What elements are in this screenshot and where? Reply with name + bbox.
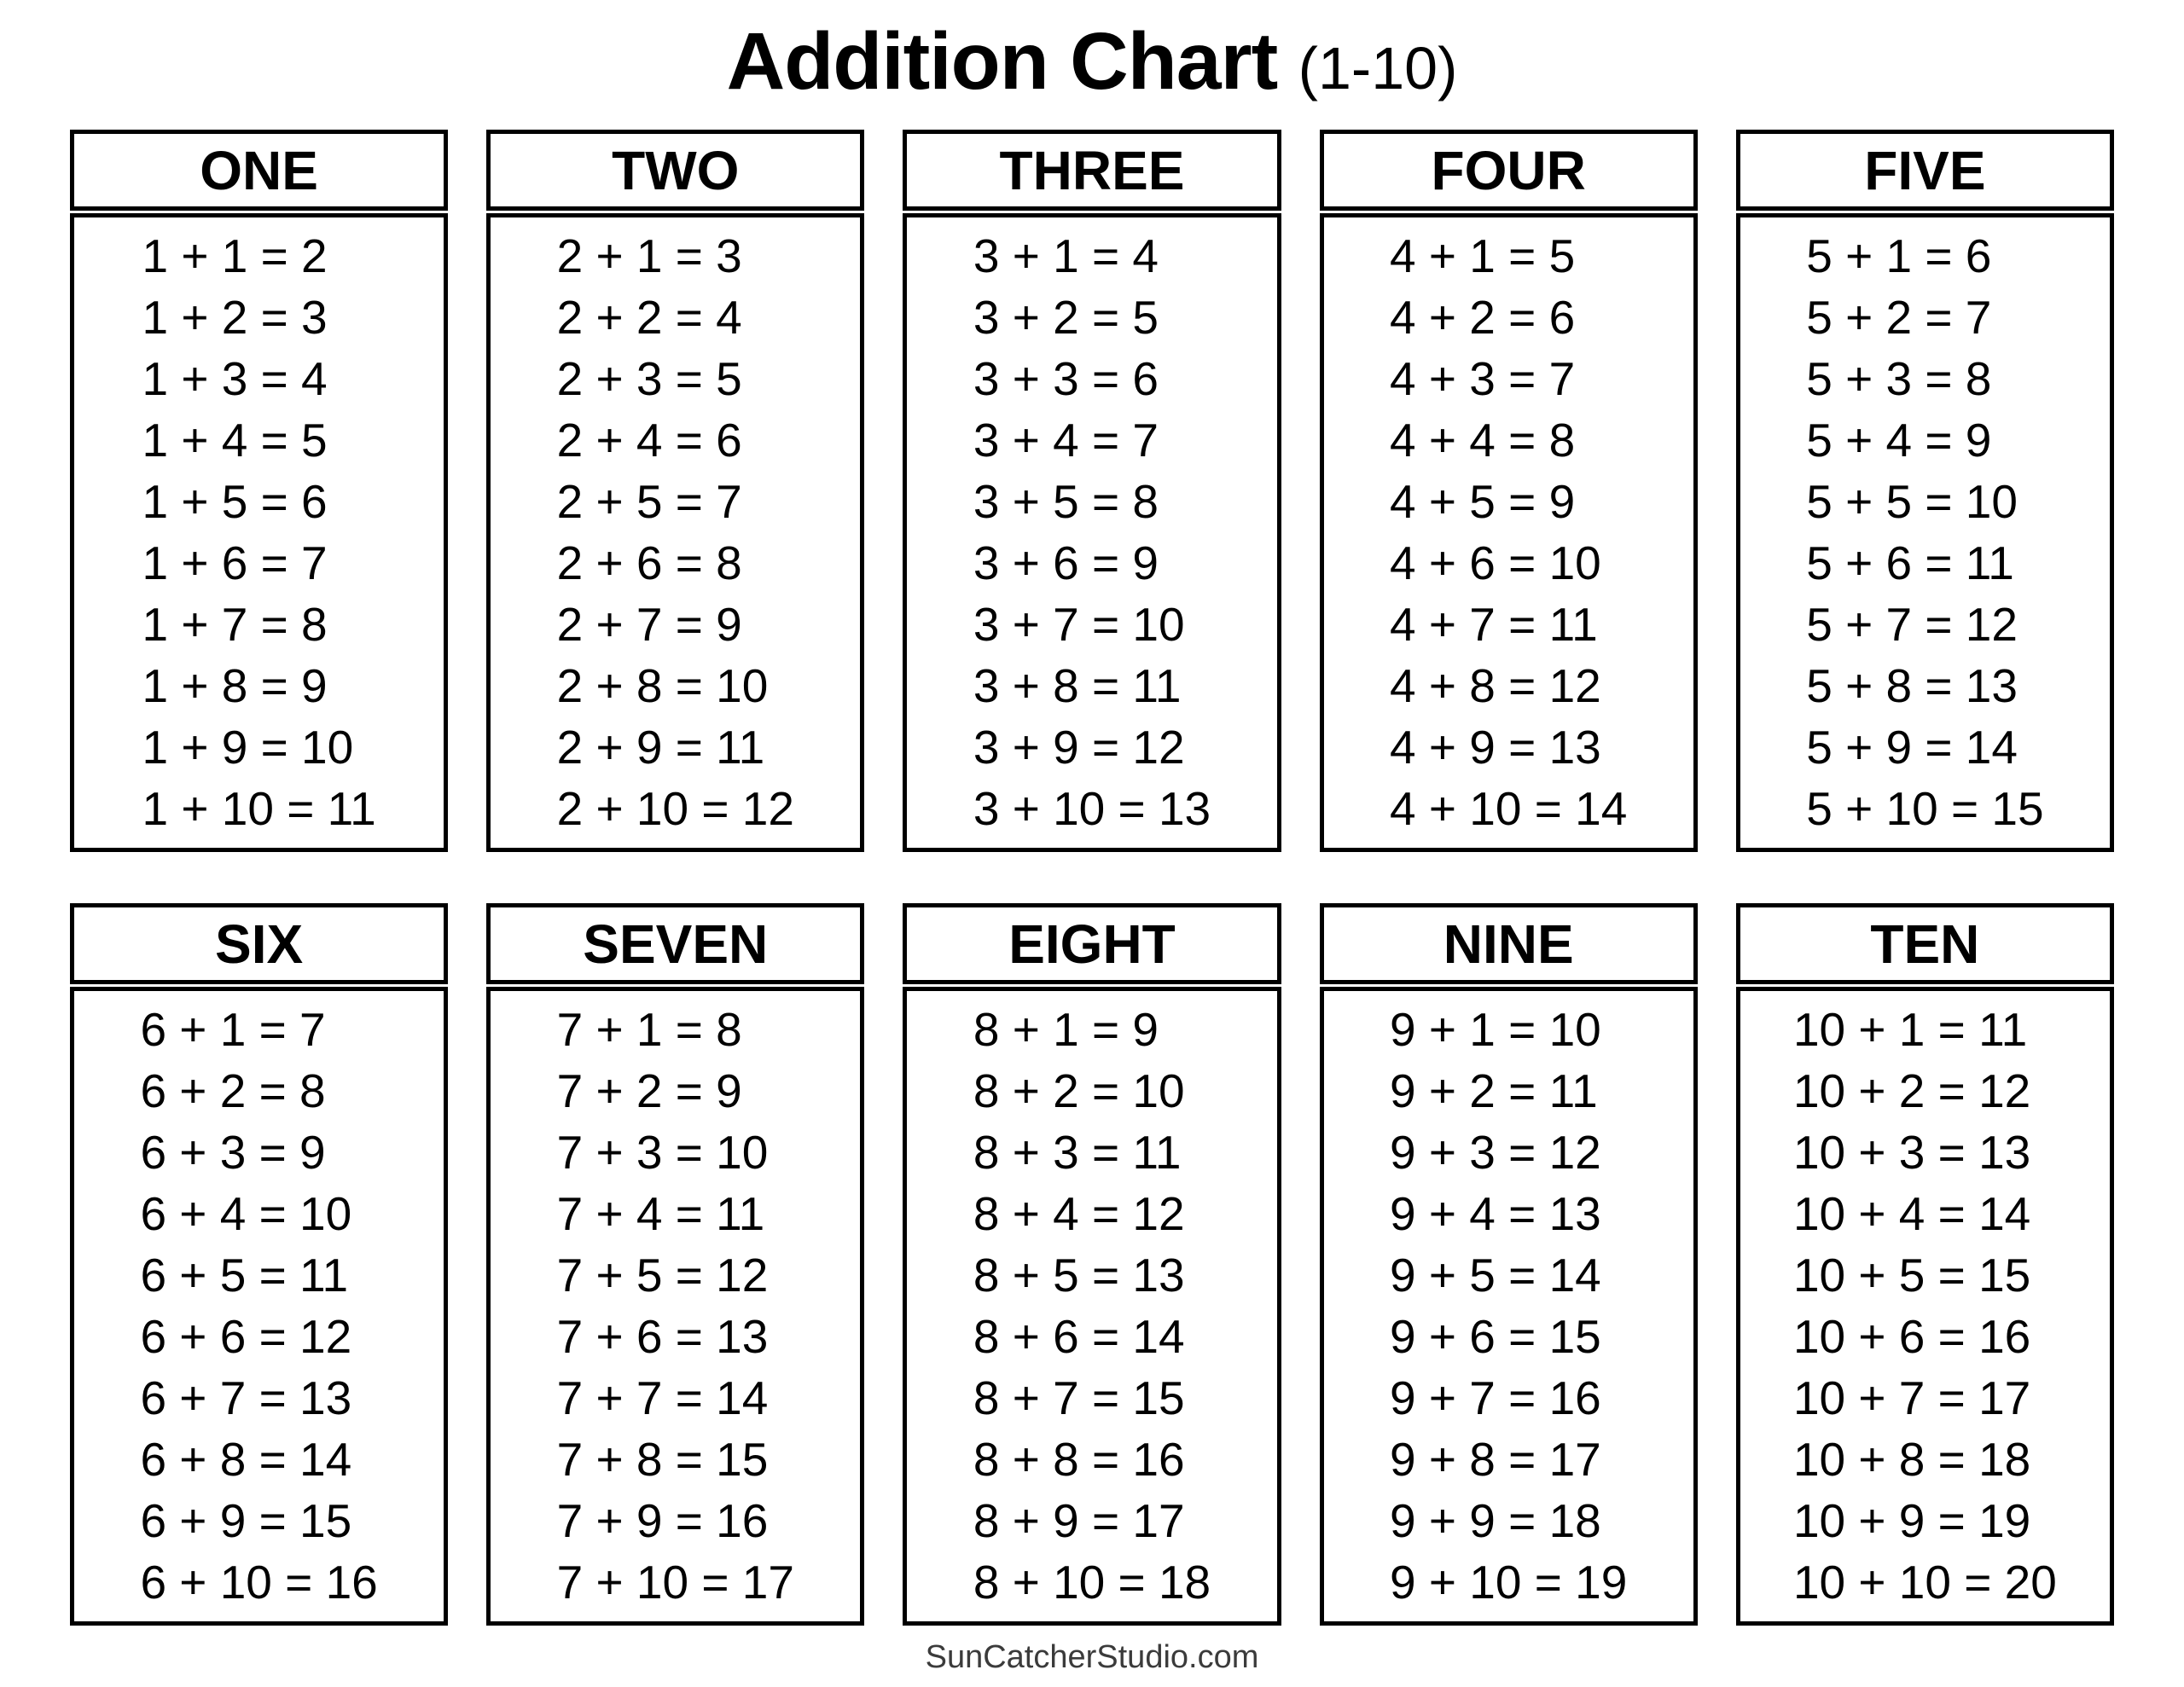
panel-body <box>486 987 864 1626</box>
equation: 8 + 1 = 9 <box>973 1003 1159 1056</box>
equation: 6 + 7 = 13 <box>140 1371 352 1424</box>
equation: 3 + 10 = 13 <box>973 782 1211 835</box>
equation: 2 + 1 = 3 <box>556 229 742 282</box>
panel-one <box>70 130 448 852</box>
footer-credit: SunCatcherStudio.com <box>925 1639 1259 1675</box>
panel-header: TWO <box>486 130 864 211</box>
equation: 9 + 2 = 11 <box>1390 1064 1598 1117</box>
equation: 6 + 6 = 12 <box>140 1310 352 1363</box>
equation: 4 + 1 = 5 <box>1390 229 1576 282</box>
equation: 3 + 5 = 8 <box>973 475 1159 528</box>
panel-six <box>70 903 448 1626</box>
panel-header: THREE <box>903 130 1281 211</box>
equation-list <box>973 225 1211 839</box>
equation: 2 + 5 = 7 <box>556 475 742 528</box>
equation: 2 + 8 = 10 <box>556 659 769 712</box>
equation: 5 + 7 = 12 <box>1806 598 2018 651</box>
equation: 7 + 9 = 16 <box>556 1494 769 1547</box>
panel-header: FOUR <box>1320 130 1698 211</box>
equation: 1 + 4 = 5 <box>142 414 328 467</box>
equation: 4 + 8 = 12 <box>1390 659 1601 712</box>
equation: 10 + 5 = 15 <box>1792 1249 2031 1301</box>
equation: 8 + 9 = 17 <box>973 1494 1185 1547</box>
equation: 1 + 3 = 4 <box>142 352 328 405</box>
equation: 8 + 4 = 12 <box>973 1187 1185 1240</box>
panel-header: FIVE <box>1736 130 2114 211</box>
equation: 4 + 10 = 14 <box>1390 782 1628 835</box>
equation: 3 + 2 = 5 <box>973 291 1159 344</box>
equation: 9 + 4 = 13 <box>1390 1187 1601 1240</box>
equation: 6 + 8 = 14 <box>140 1433 352 1486</box>
equation: 10 + 4 = 14 <box>1792 1187 2031 1240</box>
equation: 4 + 5 = 9 <box>1390 475 1576 528</box>
equation: 7 + 8 = 15 <box>556 1433 769 1486</box>
equation-list <box>1806 225 2043 839</box>
equation: 5 + 3 = 8 <box>1806 352 1992 405</box>
equation: 1 + 8 = 9 <box>142 659 328 712</box>
equation: 8 + 5 = 13 <box>973 1249 1185 1301</box>
panel-seven <box>486 903 864 1626</box>
panel-header: NINE <box>1320 903 1698 984</box>
page-title <box>0 0 2184 109</box>
equation: 3 + 9 = 12 <box>973 721 1185 774</box>
equation: 5 + 5 = 10 <box>1806 475 2018 528</box>
equation-list <box>557 999 794 1613</box>
title-text: Addition Chart <box>726 16 1278 107</box>
equation: 8 + 7 = 15 <box>973 1371 1185 1424</box>
equation: 6 + 2 = 8 <box>140 1064 326 1117</box>
panel-nine <box>1320 903 1698 1626</box>
equation: 1 + 1 = 2 <box>142 229 328 282</box>
equation: 8 + 2 = 10 <box>973 1064 1185 1117</box>
panel-body <box>1736 987 2114 1626</box>
panel-body <box>70 987 448 1626</box>
equation: 1 + 2 = 3 <box>142 291 328 344</box>
panel-header: EIGHT <box>903 903 1281 984</box>
equation: 8 + 10 = 18 <box>973 1556 1211 1609</box>
equation: 5 + 2 = 7 <box>1806 291 1992 344</box>
equation-list <box>140 999 377 1613</box>
equation: 9 + 5 = 14 <box>1390 1249 1601 1301</box>
equation: 1 + 6 = 7 <box>142 536 328 589</box>
equation: 1 + 5 = 6 <box>142 475 328 528</box>
equation: 9 + 1 = 10 <box>1390 1003 1601 1056</box>
equation: 9 + 9 = 18 <box>1390 1494 1601 1547</box>
panel-header: SEVEN <box>486 903 864 984</box>
equation-list <box>973 999 1211 1613</box>
equation: 9 + 10 = 19 <box>1390 1556 1628 1609</box>
equation: 7 + 5 = 12 <box>556 1249 769 1301</box>
equation: 5 + 1 = 6 <box>1806 229 1992 282</box>
equation: 6 + 9 = 15 <box>140 1494 352 1547</box>
equation: 10 + 8 = 18 <box>1792 1433 2031 1486</box>
panel-four <box>1320 130 1698 852</box>
equation: 3 + 1 = 4 <box>973 229 1159 282</box>
equation: 7 + 10 = 17 <box>556 1556 794 1609</box>
panel-ten <box>1736 903 2114 1626</box>
equation: 7 + 4 = 11 <box>556 1187 765 1240</box>
equation: 10 + 6 = 16 <box>1792 1310 2031 1363</box>
equation: 2 + 3 = 5 <box>556 352 742 405</box>
equation: 8 + 3 = 11 <box>973 1126 1182 1179</box>
equation: 1 + 9 = 10 <box>142 721 354 774</box>
panel-body <box>1320 213 1698 852</box>
equation: 4 + 7 = 11 <box>1390 598 1598 651</box>
equation: 10 + 9 = 19 <box>1792 1494 2031 1547</box>
equation: 7 + 6 = 13 <box>556 1310 769 1363</box>
equation: 1 + 10 = 11 <box>142 782 376 835</box>
equation-list <box>142 225 375 839</box>
equation: 3 + 4 = 7 <box>973 414 1159 467</box>
equation: 1 + 7 = 8 <box>142 598 328 651</box>
addition-grid <box>70 130 2114 1626</box>
panel-header: ONE <box>70 130 448 211</box>
panel-five <box>1736 130 2114 852</box>
panel-body <box>1320 987 1698 1626</box>
equation: 6 + 4 = 10 <box>140 1187 352 1240</box>
equation: 10 + 3 = 13 <box>1792 1126 2031 1179</box>
equation: 3 + 7 = 10 <box>973 598 1185 651</box>
title-range: (1-10) <box>1298 35 1458 101</box>
equation: 5 + 9 = 14 <box>1806 721 2018 774</box>
equation: 3 + 3 = 6 <box>973 352 1159 405</box>
equation: 2 + 10 = 12 <box>556 782 794 835</box>
equation: 5 + 8 = 13 <box>1806 659 2018 712</box>
equation: 6 + 3 = 9 <box>140 1126 326 1179</box>
equation: 4 + 9 = 13 <box>1390 721 1601 774</box>
panel-body <box>903 213 1281 852</box>
panel-eight <box>903 903 1281 1626</box>
panel-body <box>70 213 448 852</box>
panel-body <box>486 213 864 852</box>
equation: 2 + 9 = 11 <box>556 721 765 774</box>
equation: 3 + 6 = 9 <box>973 536 1159 589</box>
equation: 6 + 5 = 11 <box>140 1249 349 1301</box>
equation: 10 + 1 = 11 <box>1792 1003 2028 1056</box>
equation: 7 + 7 = 14 <box>556 1371 769 1424</box>
equation: 6 + 10 = 16 <box>140 1556 378 1609</box>
panel-three <box>903 130 1281 852</box>
equation: 5 + 6 = 11 <box>1806 536 2014 589</box>
panel-body <box>1736 213 2114 852</box>
panel-header: TEN <box>1736 903 2114 984</box>
equation: 2 + 6 = 8 <box>556 536 742 589</box>
equation: 10 + 2 = 12 <box>1792 1064 2031 1117</box>
equation: 8 + 8 = 16 <box>973 1433 1185 1486</box>
equation: 7 + 1 = 8 <box>556 1003 742 1056</box>
equation: 6 + 1 = 7 <box>140 1003 326 1056</box>
equation: 9 + 7 = 16 <box>1390 1371 1601 1424</box>
equation: 7 + 2 = 9 <box>556 1064 742 1117</box>
equation: 4 + 2 = 6 <box>1390 291 1576 344</box>
equation: 4 + 6 = 10 <box>1390 536 1601 589</box>
panel-two <box>486 130 864 852</box>
equation: 2 + 2 = 4 <box>556 291 742 344</box>
equation-list <box>1793 999 2057 1613</box>
equation: 4 + 3 = 7 <box>1390 352 1576 405</box>
equation: 7 + 3 = 10 <box>556 1126 769 1179</box>
equation: 4 + 4 = 8 <box>1390 414 1576 467</box>
equation-list <box>1390 225 1627 839</box>
equation: 2 + 7 = 9 <box>556 598 742 651</box>
equation: 8 + 6 = 14 <box>973 1310 1185 1363</box>
equation-list <box>1390 999 1627 1613</box>
equation: 10 + 7 = 17 <box>1792 1371 2031 1424</box>
panel-body <box>903 987 1281 1626</box>
equation: 9 + 3 = 12 <box>1390 1126 1601 1179</box>
equation: 3 + 8 = 11 <box>973 659 1182 712</box>
equation: 5 + 10 = 15 <box>1806 782 2044 835</box>
equation: 9 + 8 = 17 <box>1390 1433 1601 1486</box>
equation: 9 + 6 = 15 <box>1390 1310 1601 1363</box>
equation: 10 + 10 = 20 <box>1792 1556 2057 1609</box>
panel-header: SIX <box>70 903 448 984</box>
equation: 5 + 4 = 9 <box>1806 414 1992 467</box>
equation: 2 + 4 = 6 <box>556 414 742 467</box>
equation-list <box>557 225 794 839</box>
